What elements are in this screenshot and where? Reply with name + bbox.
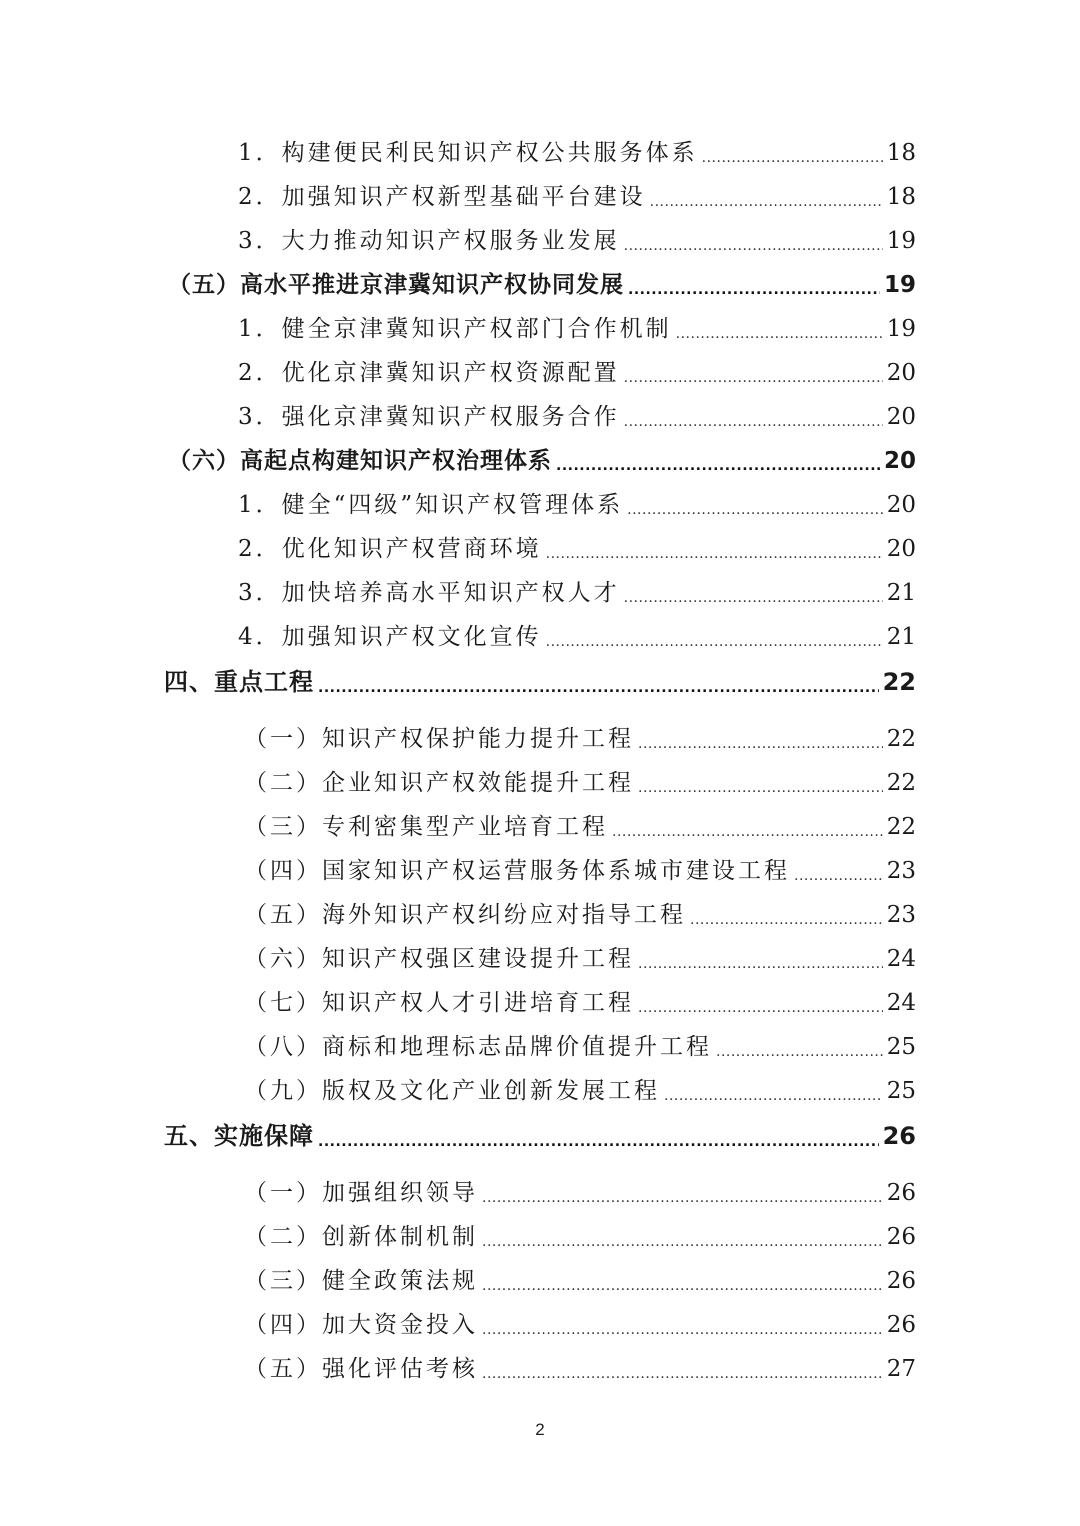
toc-entry-page-number: 22	[886, 770, 916, 796]
toc-entry-page-number: 26	[886, 1180, 916, 1206]
toc-entry-title: （五）强化评估考核	[244, 1356, 478, 1382]
toc-dot-leader	[482, 1234, 883, 1257]
toc-dot-leader	[624, 414, 883, 437]
toc-entry-title: （八）商标和地理标志品牌价值提升工程	[244, 1034, 712, 1060]
toc-dot-leader	[650, 194, 883, 217]
toc-dot-leader	[318, 680, 879, 704]
toc-entry-paren	[0, 984, 916, 1028]
toc-entry-page-number: 20	[886, 404, 916, 430]
toc-dot-leader	[624, 238, 883, 261]
toc-entry-item	[0, 530, 916, 574]
toc-entry-item	[0, 618, 916, 662]
toc-entry-chapter	[0, 1116, 916, 1164]
toc-dot-leader	[624, 370, 883, 393]
toc-entry-title: （四）加大资金投入	[244, 1312, 478, 1338]
toc-entry-title: 3．强化京津冀知识产权服务合作	[238, 404, 620, 430]
toc-dot-leader	[638, 736, 883, 759]
toc-entry-paren	[0, 1306, 916, 1350]
toc-entry-title: 1．健全“四级”知识产权管理体系	[238, 492, 624, 518]
toc-entry-title: 四、重点工程	[164, 668, 314, 696]
toc-entry-page-number: 25	[886, 1034, 916, 1060]
toc-entry-title: （六）高起点构建知识产权治理体系	[168, 448, 552, 474]
toc-entry-page-number: 22	[886, 726, 916, 752]
toc-entry-page-number: 22	[882, 668, 916, 696]
toc-entry-title: （五）高水平推进京津冀知识产权协同发展	[168, 272, 624, 298]
toc-entry-page-number: 20	[886, 536, 916, 562]
toc-entry-item	[0, 486, 916, 530]
table-of-contents	[0, 134, 1080, 1394]
toc-entry-page-number: 26	[886, 1224, 916, 1250]
toc-entry-title: （七）知识产权人才引进培育工程	[244, 990, 634, 1016]
toc-entry-page-number: 19	[886, 228, 916, 254]
toc-entry-paren	[0, 808, 916, 852]
toc-entry-chapter	[0, 662, 916, 710]
toc-entry-page-number: 22	[886, 814, 916, 840]
toc-dot-leader	[676, 326, 883, 349]
toc-entry-page-number: 19	[883, 272, 916, 298]
toc-entry-page-number: 18	[886, 140, 916, 166]
toc-entry-item	[0, 310, 916, 354]
toc-entry-title: 3．大力推动知识产权服务业发展	[238, 228, 620, 254]
toc-entry-title: （九）版权及文化产业创新发展工程	[244, 1078, 660, 1104]
toc-entry-page-number: 19	[886, 316, 916, 342]
toc-entry-title: （二）创新体制机制	[244, 1224, 478, 1250]
toc-dot-leader	[716, 1044, 883, 1067]
toc-entry-item	[0, 574, 916, 618]
toc-dot-leader	[624, 590, 883, 613]
toc-entry-page-number: 24	[886, 990, 916, 1016]
toc-entry-title: 五、实施保障	[164, 1122, 314, 1150]
toc-entry-title: 2．优化京津冀知识产权资源配置	[238, 360, 620, 386]
toc-entry-title: （二）企业知识产权效能提升工程	[244, 770, 634, 796]
page-number: 2	[535, 1420, 545, 1439]
toc-entry-item	[0, 222, 916, 266]
toc-entry-title: （三）专利密集型产业培育工程	[244, 814, 608, 840]
toc-entry-sub	[0, 266, 916, 310]
toc-entry-page-number: 26	[886, 1312, 916, 1338]
toc-entry-page-number: 26	[886, 1268, 916, 1294]
toc-entry-paren	[0, 1218, 916, 1262]
toc-entry-paren	[0, 1072, 916, 1116]
toc-entry-paren	[0, 1174, 916, 1218]
toc-dot-leader	[690, 912, 883, 935]
toc-dot-leader	[482, 1322, 883, 1345]
toc-entry-page-number: 20	[883, 448, 916, 474]
toc-dot-leader	[482, 1366, 883, 1389]
toc-entry-item	[0, 178, 916, 222]
toc-entry-paren	[0, 1350, 916, 1394]
toc-entry-paren	[0, 896, 916, 940]
toc-entry-page-number: 23	[886, 902, 916, 928]
toc-dot-leader	[794, 868, 883, 891]
toc-dot-leader	[664, 1088, 883, 1111]
toc-entry-paren	[0, 1262, 916, 1306]
toc-entry-title: （五）海外知识产权纠纷应对指导工程	[244, 902, 686, 928]
toc-dot-leader	[612, 824, 883, 847]
toc-entry-title: （一）知识产权保护能力提升工程	[244, 726, 634, 752]
toc-entry-paren	[0, 940, 916, 984]
toc-entry-title: （一）加强组织领导	[244, 1180, 478, 1206]
toc-entry-item	[0, 134, 916, 178]
toc-entry-item	[0, 354, 916, 398]
toc-dot-leader	[482, 1190, 883, 1213]
toc-entry-page-number: 26	[882, 1122, 916, 1150]
toc-dot-leader	[318, 1134, 879, 1158]
toc-entry-title: 1．健全京津冀知识产权部门合作机制	[238, 316, 672, 342]
toc-dot-leader	[638, 956, 883, 979]
toc-entry-title: （四）国家知识产权运营服务体系城市建设工程	[244, 858, 790, 884]
toc-dot-leader	[556, 458, 880, 481]
toc-entry-page-number: 20	[886, 360, 916, 386]
toc-entry-paren	[0, 720, 916, 764]
toc-dot-leader	[546, 546, 883, 569]
toc-dot-leader	[627, 502, 883, 525]
toc-entry-title: 2．加强知识产权新型基础平台建设	[238, 184, 646, 210]
toc-entry-paren	[0, 764, 916, 808]
toc-entry-title: 3．加快培养高水平知识产权人才	[238, 580, 620, 606]
toc-entry-page-number: 25	[886, 1078, 916, 1104]
toc-dot-leader	[702, 150, 883, 173]
toc-entry-page-number: 20	[886, 492, 916, 518]
toc-dot-leader	[638, 1000, 883, 1023]
toc-entry-paren	[0, 852, 916, 896]
toc-entry-title: 2．优化知识产权营商环境	[238, 536, 542, 562]
toc-dot-leader	[482, 1278, 883, 1301]
toc-entry-page-number: 24	[886, 946, 916, 972]
toc-entry-page-number: 23	[886, 858, 916, 884]
toc-entry-paren	[0, 1028, 916, 1072]
toc-entry-title: 1．构建便民利民知识产权公共服务体系	[238, 140, 698, 166]
toc-entry-page-number: 21	[886, 624, 916, 650]
toc-entry-page-number: 18	[886, 184, 916, 210]
toc-entry-item	[0, 398, 916, 442]
toc-dot-leader	[628, 282, 880, 305]
toc-entry-title: （六）知识产权强区建设提升工程	[244, 946, 634, 972]
toc-entry-title: （三）健全政策法规	[244, 1268, 478, 1294]
toc-dot-leader	[546, 634, 883, 657]
toc-entry-title: 4．加强知识产权文化宣传	[238, 624, 542, 650]
toc-entry-sub	[0, 442, 916, 486]
toc-entry-page-number: 21	[886, 580, 916, 606]
toc-entry-page-number: 27	[886, 1356, 916, 1382]
toc-dot-leader	[638, 780, 883, 803]
